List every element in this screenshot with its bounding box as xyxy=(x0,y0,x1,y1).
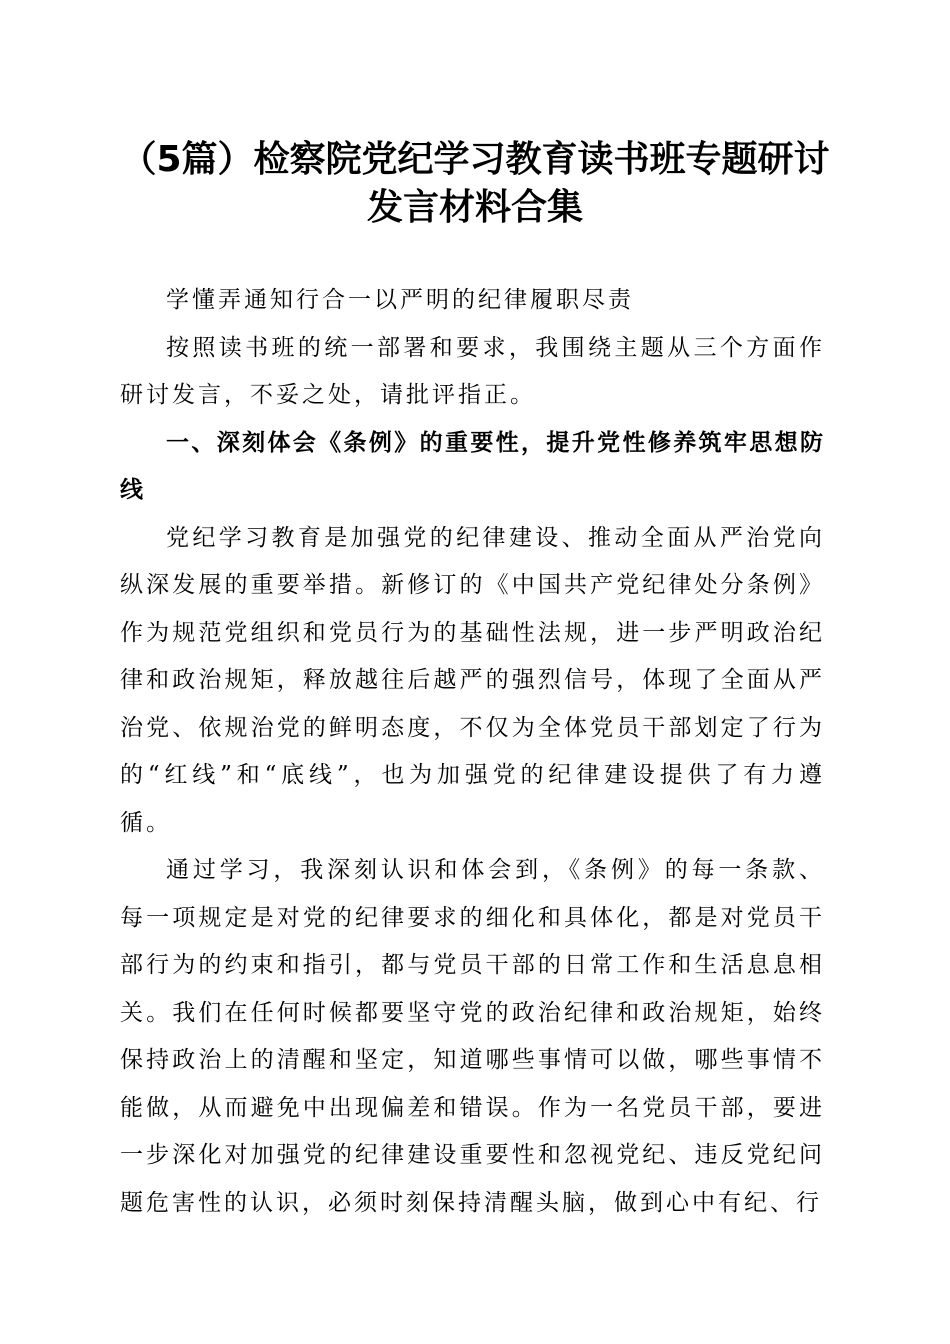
document-body xyxy=(120,277,825,1227)
subtitle-paragraph: 学懂弄通知行合一以严明的纪律履职尽责 xyxy=(166,287,634,313)
document-title-line-2: 发言材料合集 xyxy=(366,187,583,228)
body-paragraph: 党纪学习教育是加强党的纪律建设、推动全面从严治党向纵深发展的重要举措。新修订的《中国共产党纪律处分条例》作为规范党组织和党员行为的基础性法规，进一步严明政治纪律和政治规矩，释放越往后越严的强烈信号，体现了全面从严治党、依规治党的鲜明态度，不仅为全体党员干部划定了行为的“红线”和“底线”，也为加强党的纪律建设提供了有力遵循。 xyxy=(120,524,825,836)
intro-paragraph: 按照读书班的统一部署和要求，我围绕主题从三个方面作研讨发言，不妥之处，请批评指正。 xyxy=(120,334,825,408)
section-heading-1: 一、深刻体会《条例》的重要性，提升党性修养筑牢思想防线 xyxy=(120,429,825,503)
document-title-line-1: （5篇）检察院党纪学习教育读书班专题研讨 xyxy=(120,139,830,180)
body-paragraph: 通过学习，我深刻认识和体会到，《条例》的每一条款、每一项规定是对党的纪律要求的细化和具体化，都是对党员干部行为的约束和指引，都与党员干部的日常工作和生活息息相关。我们在任何时候都要坚守党的政治纪律和政治规矩，始终保持政治上的清醒和坚定，知道哪些事情可以做，哪些事情不能做，从而避免中出现偏差和错误。作为一名党员干部，要进一步深化对加强党的纪律建设重要性和忽视党纪、违反党纪问题危害性的认识，必须时刻保持清醒头脑，做到心中有纪、行 xyxy=(120,857,825,1216)
